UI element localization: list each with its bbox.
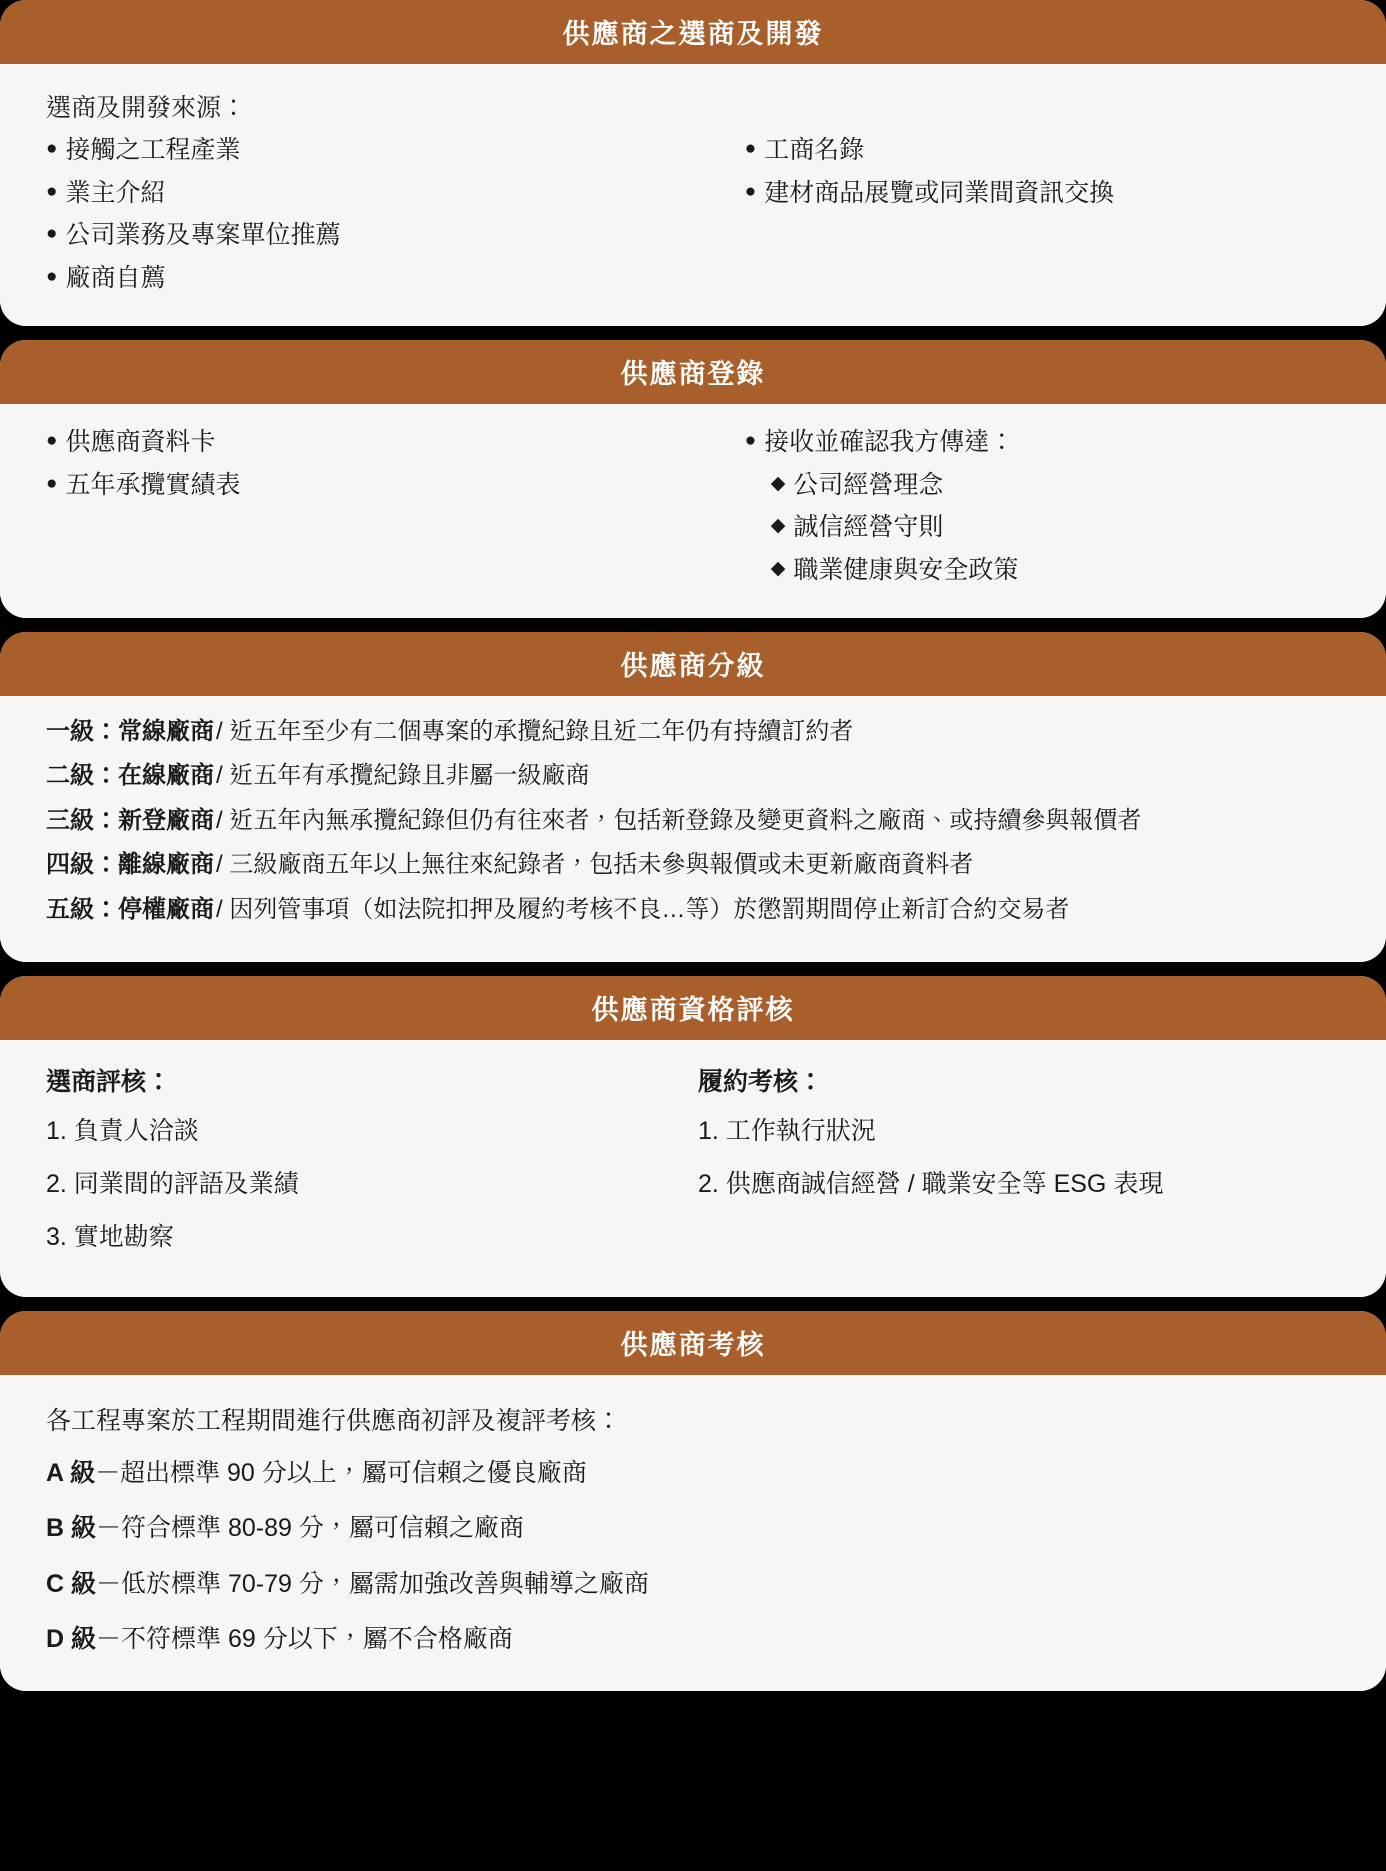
sourcing-right-column [745,130,1340,215]
performance-evaluation-title: 履約考核： [698,1068,824,1097]
grade-description: / 近五年內無承攬紀錄但仍有往來者，包括新登錄及變更資料之廠商、或持續參與報價者 [216,806,1142,834]
appraisal-grade-text: －符合標準 80-89 分，屬可信賴之廠商 [96,1514,524,1543]
list-item-label: 接收並確認我方傳達： [764,428,1015,456]
list-item [745,422,1340,463]
section-supplier-qualification [0,976,1386,1296]
appraisal-grade-text: －不符標準 69 分以下，屬不合格廠商 [96,1625,513,1654]
grade-label: 一級：常線廠商 [46,718,214,745]
grade-label: 五級：停權廠商 [46,895,214,923]
grade-label: 四級：離線廠商 [46,851,214,879]
list-item-label: 公司業務及專案單位推薦 [65,221,341,249]
list-item-label: 建材商品展覽或同業間資訊交換 [764,178,1115,207]
list-item [46,422,745,463]
list-item [46,465,745,506]
registration-left-column [46,422,745,507]
registration-right-column [745,422,1340,592]
bullet-dot-icon: ● [46,472,58,494]
grade-description: / 因列管事項（如法院扣押及履約考核不良…等）於懲罰期間停止新訂合約交易者 [216,895,1070,923]
qualification-columns [46,1058,1340,1270]
performance-evaluation-column [688,1058,1340,1270]
section-title: 供應商分級 [0,632,1386,696]
appraisal-lead-text: 各工程專案於工程期間進行供應商初評及複評考核： [46,1406,622,1435]
grade-description: / 近五年有承攬紀錄且非屬一級廠商 [216,762,590,790]
bullet-dot-icon: ● [744,180,757,202]
section-title: 供應商登錄 [0,340,1386,404]
grade-label: 二級：在線廠商 [46,762,214,790]
selection-evaluation-column [46,1058,688,1270]
list-item-label: 工商名錄 [764,136,865,164]
section-supplier-appraisal [0,1311,1386,1691]
bullet-dot-icon: ● [46,265,58,287]
appraisal-grade-label: A 級 [46,1458,96,1487]
section-title: 供應商資格評核 [0,976,1386,1040]
section-body [0,404,1386,618]
section-body [0,64,1386,326]
bullet-dot-icon: ● [46,430,58,451]
list-item-label: 接觸之工程產業 [65,136,241,164]
appraisal-item [46,1621,1340,1659]
sub-list-item-label: 誠信經營守則 [793,513,944,541]
diamond-bullet-icon: ◆ [770,557,786,579]
grade-row [46,803,1340,839]
list-item: 1. 工作執行狀況 [698,1117,876,1146]
sub-list-item-label: 公司經營理念 [793,470,944,499]
selection-evaluation-title: 選商評核： [46,1068,172,1097]
bullet-dot-icon: ● [46,138,58,159]
grade-description: / 三級廠商五年以上無往來紀錄者，包括未參與報價或未更新廠商資料者 [216,851,974,879]
section-supplier-grading [0,632,1386,962]
list-item-label: 供應商資料卡 [65,428,216,456]
list-item-label: 五年承攬實績表 [65,470,241,499]
grade-row [46,758,1340,794]
sourcing-lead-text: 選商及開發來源： [46,94,247,122]
list-item: 2. 供應商誠信經營 / 職業安全等 ESG 表現 [698,1170,1164,1199]
appraisal-grade-label: C 級 [46,1569,97,1598]
bullet-dot-icon: ● [46,223,58,244]
diamond-bullet-icon: ◆ [770,515,786,536]
section-title: 供應商之選商及開發 [0,0,1386,64]
bullet-dot-icon: ● [744,138,757,159]
list-item-label: 廠商自薦 [65,263,166,292]
section-supplier-registration [0,340,1386,618]
appraisal-item [46,1455,1340,1493]
appraisal-grade-text: －低於標準 70-79 分，屬需加強改善與輔導之廠商 [96,1569,649,1598]
appraisal-grade-label: B 級 [46,1514,97,1543]
sub-list-item [745,550,1340,591]
sourcing-left-column [46,130,745,300]
section-title: 供應商考核 [0,1311,1386,1375]
list-item: 1. 負責人洽談 [46,1117,199,1146]
list-item: 3. 實地勘察 [46,1222,174,1251]
appraisal-grade-text: －超出標準 90 分以上，屬可信賴之優良廠商 [95,1458,587,1487]
section-body [0,1040,1386,1296]
sub-list-item [745,507,1340,548]
appraisal-item [46,1510,1340,1548]
list-item [46,215,745,256]
section-body [0,1375,1386,1691]
sub-list-item-label: 職業健康與安全政策 [793,555,1019,584]
list-item [46,173,745,214]
appraisal-item [46,1566,1340,1604]
section-supplier-sourcing [0,0,1386,326]
list-item [745,173,1340,214]
registration-columns [46,422,1340,592]
list-item [745,130,1340,171]
bullet-dot-icon: ● [46,180,58,202]
appraisal-grade-label: D 級 [46,1625,97,1654]
sub-list-item [745,465,1340,506]
grade-label: 三級：新登廠商 [46,806,214,834]
list-item: 2. 同業間的評語及業績 [46,1170,299,1199]
diamond-bullet-icon: ◆ [770,472,786,494]
sourcing-columns [46,130,1340,300]
list-item-label: 業主介紹 [65,178,166,207]
list-item [46,130,745,171]
grade-row [46,847,1340,883]
grade-description: / 近五年至少有二個專案的承攬紀錄且近二年仍有持續訂約者 [216,718,854,745]
grade-row [46,714,1340,750]
bullet-dot-icon: ● [744,430,757,451]
list-item [46,258,745,299]
section-body [0,696,1386,962]
grade-row [46,892,1340,928]
